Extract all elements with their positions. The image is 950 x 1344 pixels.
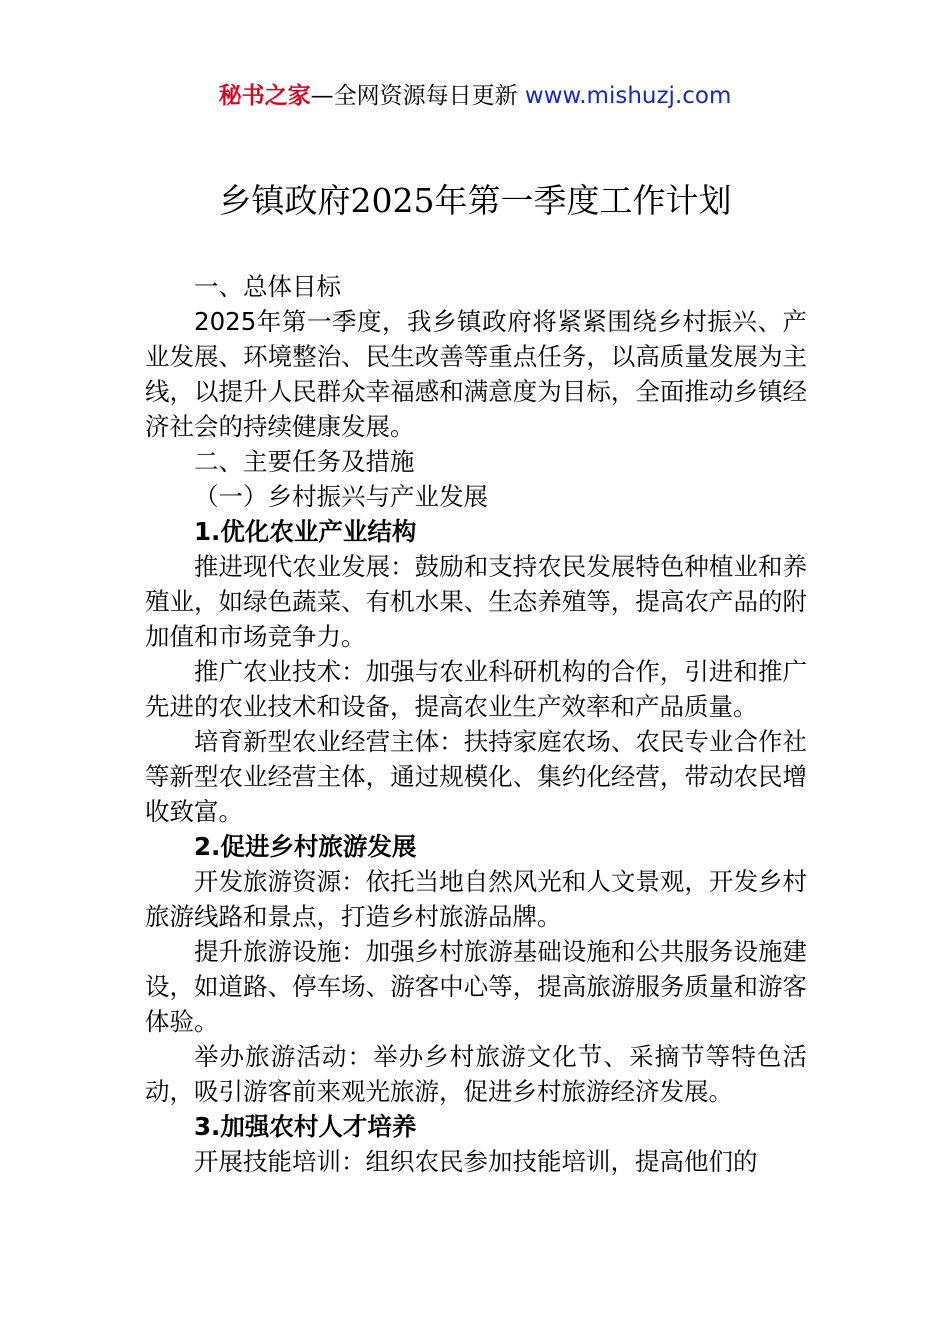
site-url-link[interactable]: www.mishuzj.com [524,83,732,109]
paragraph-tourism-facilities: 提升旅游设施：加强乡村旅游基础设施和公共服务设施建设，如道路、停车场、游客中心等，提高旅游服务质量和游客体验。 [145,937,807,1036]
site-tagline: —全网资源每日更新 [310,83,525,109]
item-heading-optimize-agriculture: 1.优化农业产业结构 [194,517,417,546]
paragraph-skill-training: 开展技能培训：组织农民参加技能培训，提高他们的 [194,1147,758,1176]
site-header [0,80,950,112]
subsection-heading-rural-revitalization: （一）乡村振兴与产业发展 [194,482,488,511]
paragraph-tourism-events: 举办旅游活动：举办乡村旅游文化节、采摘节等特色活动，吸引游客前来观光旅游，促进乡村旅游经济发展。 [145,1042,807,1106]
item-heading-rural-tourism: 2.促进乡村旅游发展 [194,832,417,861]
document-title: 乡镇政府2025年第一季度工作计划 [218,181,732,220]
section-heading-main-tasks: 二、主要任务及措施 [194,447,415,476]
brand-name: 秘书之家 [218,83,311,109]
paragraph-new-operators: 培育新型农业经营主体：扶持家庭农场、农民专业合作社等新型农业经营主体，通过规模化、集约化经营，带动农民增收致富。 [145,727,807,826]
paragraph-agri-technology: 推广农业技术：加强与农业科研机构的合作，引进和推广先进的农业技术和设备，提高农业生产效率和产品质量。 [145,657,807,721]
item-heading-talent-training: 3.加强农村人才培养 [194,1112,417,1141]
section-heading-overall-goal: 一、总体目标 [194,272,341,301]
document-body [145,269,807,1179]
paragraph-overall-goal: 2025年第一季度，我乡镇政府将紧紧围绕乡村振兴、产业发展、环境整治、民生改善等重点任务，以高质量发展为主线，以提升人民群众幸福感和满意度为目标，全面推动乡镇经济社会的持续健康发展。 [145,307,807,441]
paragraph-tourism-resources: 开发旅游资源：依托当地自然风光和人文景观，开发乡村旅游线路和景点，打造乡村旅游品牌。 [145,867,807,931]
paragraph-modern-agriculture: 推进现代农业发展：鼓励和支持农民发展特色种植业和养殖业，如绿色蔬菜、有机水果、生态养殖等，提高农产品的附加值和市场竞争力。 [145,552,807,651]
